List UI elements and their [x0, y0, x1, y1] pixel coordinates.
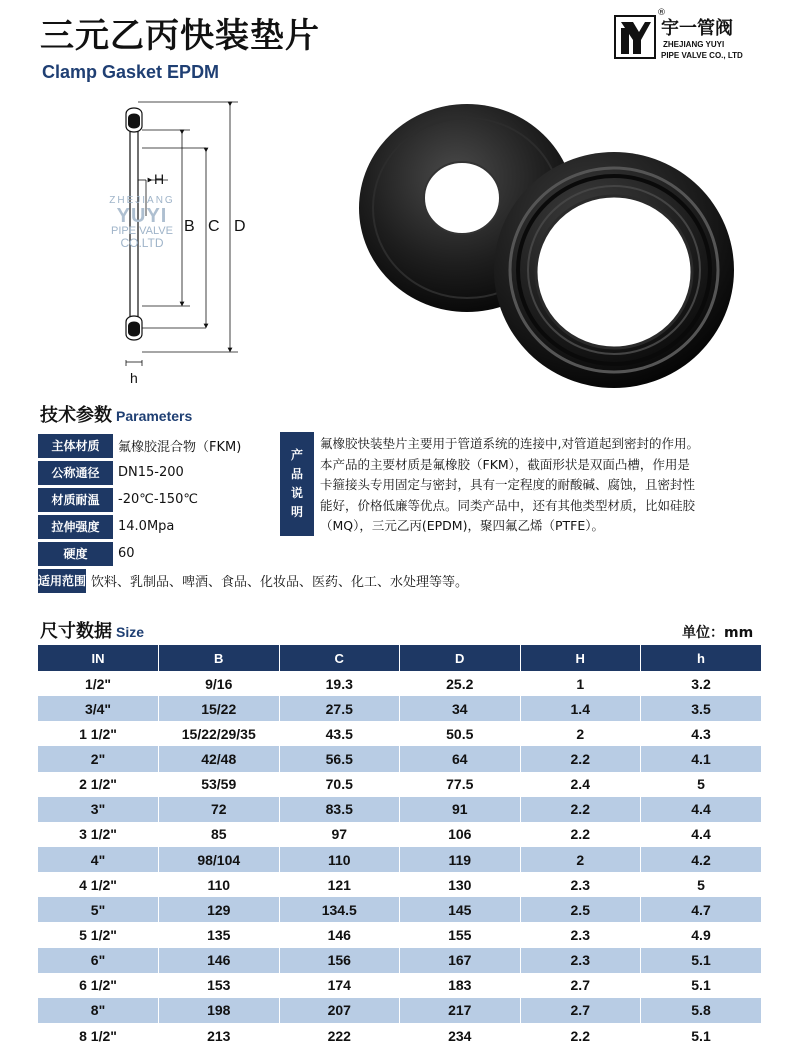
diagram-watermark [107, 196, 177, 249]
watermark-line3: PIPE VALVE [111, 225, 173, 237]
description-line: 能好，价格低廉等优点。同类产品中，还有其他类型材质，比如硅胶 [320, 497, 696, 513]
table-cell: 4.2 [641, 847, 762, 872]
table-cell: 9/16 [159, 671, 280, 696]
table-cell: 213 [159, 1023, 280, 1048]
table-cell: 5 1/2" [38, 922, 159, 947]
table-cell: 2 [520, 847, 641, 872]
column-header: D [400, 645, 521, 671]
table-cell: 2" [38, 746, 159, 771]
table-cell: 6" [38, 948, 159, 973]
table-cell: 121 [279, 872, 400, 897]
product-photo [352, 90, 772, 390]
column-header: h [641, 645, 762, 671]
column-header: B [159, 645, 280, 671]
table-cell: 167 [400, 948, 521, 973]
table-row [38, 746, 761, 771]
table-cell: 15/22/29/35 [159, 721, 280, 746]
logo-name-en-line1: ZHEJIANG YUYI [663, 40, 725, 49]
param-value: 14.0Mpa [118, 519, 175, 534]
table-cell: 2.7 [520, 998, 641, 1023]
table-cell: 156 [279, 948, 400, 973]
table-cell: 34 [400, 696, 521, 721]
param-row-hardness [38, 540, 288, 567]
table-row [38, 696, 761, 721]
dim-label-C: C [208, 218, 220, 235]
table-cell: 53/59 [159, 772, 280, 797]
table-cell: 8" [38, 998, 159, 1023]
table-cell: 70.5 [279, 772, 400, 797]
table-row [38, 922, 761, 947]
table-cell: 8 1/2" [38, 1023, 159, 1048]
logo-name-en-line2: PIPE VALVE CO., LTD [661, 51, 743, 60]
dim-label-B: B [184, 218, 195, 235]
table-cell: 2.3 [520, 872, 641, 897]
table-cell: 1/2" [38, 671, 159, 696]
param-row-nominal-size [38, 459, 288, 486]
table-cell: 3 1/2" [38, 822, 159, 847]
table-cell: 106 [400, 822, 521, 847]
param-value: DN15-200 [118, 465, 184, 480]
table-cell: 4.4 [641, 797, 762, 822]
param-row-material [38, 432, 288, 459]
param-row-tensile-strength [38, 513, 288, 540]
table-cell: 183 [400, 973, 521, 998]
table-cell: 222 [279, 1023, 400, 1048]
watermark-line4: CO.LTD [120, 236, 164, 250]
table-cell: 1 [520, 671, 641, 696]
unit-label: 单位：mm [682, 625, 754, 641]
table-cell: 3.2 [641, 671, 762, 696]
size-section-title [40, 617, 144, 643]
size-table [38, 645, 761, 1048]
table-cell: 2.2 [520, 797, 641, 822]
description-line: 氟橡胶快装垫片主要用于管道系统的连接中,对管道起到密封的作用。 [320, 436, 699, 451]
logo-mark-icon [613, 14, 657, 60]
table-cell: 6 1/2" [38, 973, 159, 998]
size-title-cn: 尺寸数据 [40, 621, 112, 642]
table-cell: 64 [400, 746, 521, 771]
table-cell: 2.2 [520, 822, 641, 847]
table-cell: 19.3 [279, 671, 400, 696]
params-section-title [40, 401, 192, 427]
table-cell: 217 [400, 998, 521, 1023]
dim-label-H: H [154, 171, 165, 187]
table-cell: 5.1 [641, 948, 762, 973]
table-cell: 119 [400, 847, 521, 872]
table-row [38, 772, 761, 797]
table-cell: 4.3 [641, 721, 762, 746]
table-cell: 110 [279, 847, 400, 872]
logo-registered-mark: ® [657, 8, 666, 18]
table-cell: 4 1/2" [38, 872, 159, 897]
table-cell: 72 [159, 797, 280, 822]
table-cell: 2.5 [520, 897, 641, 922]
table-cell: 4" [38, 847, 159, 872]
table-row [38, 822, 761, 847]
table-cell: 2.7 [520, 973, 641, 998]
description-text [320, 434, 760, 537]
table-cell: 5 [641, 872, 762, 897]
description-line: （MQ），三元乙丙(EPDM)，聚四氟乙烯（PTFE）。 [320, 518, 604, 533]
table-cell: 174 [279, 973, 400, 998]
table-cell: 234 [400, 1023, 521, 1048]
column-header: H [520, 645, 641, 671]
description-label-char: 说 [290, 486, 303, 500]
table-cell: 77.5 [400, 772, 521, 797]
size-title-en: Size [116, 624, 145, 640]
table-row [38, 797, 761, 822]
table-cell: 15/22 [159, 696, 280, 721]
watermark-line2: YUYI [116, 205, 168, 227]
description-line: 本产品的主要材质是氟橡胶（FKM），截面形状是双面凸槽，作用是 [320, 456, 690, 472]
table-cell: 2 1/2" [38, 772, 159, 797]
dim-label-h: h [130, 370, 138, 386]
table-cell: 4.9 [641, 922, 762, 947]
table-cell: 85 [159, 822, 280, 847]
table-cell: 207 [279, 998, 400, 1023]
table-cell: 2 [520, 721, 641, 746]
param-value: 氟橡胶混合物（FKM) [118, 440, 242, 455]
logo-name-cn: 宇一管阀 [661, 18, 733, 39]
param-value: 60 [118, 546, 135, 561]
param-label: 主体材质 [38, 434, 113, 458]
table-row [38, 847, 761, 872]
table-row [38, 948, 761, 973]
param-label: 拉伸强度 [38, 515, 113, 539]
table-cell: 135 [159, 922, 280, 947]
page-subtitle: Clamp Gasket EPDM [42, 62, 220, 82]
table-cell: 2.2 [520, 1023, 641, 1048]
table-cell: 3" [38, 797, 159, 822]
table-cell: 5" [38, 897, 159, 922]
table-cell: 145 [400, 897, 521, 922]
param-label: 公称通径 [38, 461, 113, 485]
table-cell: 146 [159, 948, 280, 973]
column-header: IN [38, 645, 159, 671]
table-cell: 43.5 [279, 721, 400, 746]
table-cell: 134.5 [279, 897, 400, 922]
param-row-application [38, 567, 469, 594]
table-cell: 2.3 [520, 948, 641, 973]
table-cell: 98/104 [159, 847, 280, 872]
table-cell: 3.5 [641, 696, 762, 721]
table-cell: 83.5 [279, 797, 400, 822]
dim-label-D: D [234, 218, 246, 235]
table-row [38, 671, 761, 696]
param-label: 材质耐温 [38, 488, 113, 512]
table-row [38, 721, 761, 746]
table-cell: 155 [400, 922, 521, 947]
param-label: 适用范围 [38, 569, 86, 593]
params-title-cn: 技术参数 [40, 405, 112, 426]
description-label [280, 432, 314, 536]
table-cell: 91 [400, 797, 521, 822]
table-cell: 198 [159, 998, 280, 1023]
table-row [38, 897, 761, 922]
company-logo [613, 8, 763, 62]
table-cell: 5.8 [641, 998, 762, 1023]
params-title-en: Parameters [116, 408, 193, 424]
table-cell: 130 [400, 872, 521, 897]
param-row-temperature [38, 486, 288, 513]
table-cell: 2.3 [520, 922, 641, 947]
table-cell: 110 [159, 872, 280, 897]
param-label: 硬度 [38, 542, 113, 566]
table-cell: 42/48 [159, 746, 280, 771]
param-value: 饮料、乳制品、啤酒、食品、化妆品、医药、化工、水处理等等。 [91, 575, 469, 590]
table-cell: 2.4 [520, 772, 641, 797]
table-row [38, 998, 761, 1023]
param-value: -20℃-150℃ [118, 492, 198, 507]
table-cell: 4.1 [641, 746, 762, 771]
page-title: 三元乙丙快装垫片 [40, 16, 320, 56]
table-cell: 5.1 [641, 973, 762, 998]
table-cell: 3/4" [38, 696, 159, 721]
table-cell: 97 [279, 822, 400, 847]
table-cell: 5.1 [641, 1023, 762, 1048]
table-cell: 1.4 [520, 696, 641, 721]
table-cell: 5 [641, 772, 762, 797]
table-cell: 4.7 [641, 897, 762, 922]
table-cell: 153 [159, 973, 280, 998]
column-header: C [279, 645, 400, 671]
table-cell: 27.5 [279, 696, 400, 721]
watermark-line1: ZHEJIANG [109, 195, 175, 206]
table-cell: 25.2 [400, 671, 521, 696]
table-row [38, 1023, 761, 1048]
table-row [38, 872, 761, 897]
table-cell: 2.2 [520, 746, 641, 771]
table-cell: 50.5 [400, 721, 521, 746]
table-row [38, 973, 761, 998]
gasket-front-icon [494, 152, 734, 388]
table-cell: 129 [159, 897, 280, 922]
table-cell: 146 [279, 922, 400, 947]
table-cell: 1 1/2" [38, 721, 159, 746]
description-label-char: 明 [290, 505, 303, 519]
table-cell: 4.4 [641, 822, 762, 847]
description-line: 卡箍接头专用固定与密封，具有一定程度的耐酸碱、腐蚀，且密封性 [320, 477, 696, 492]
description-label-char: 产 [290, 448, 303, 462]
size-table-header [38, 645, 761, 671]
description-label-char: 品 [290, 467, 303, 481]
table-cell: 56.5 [279, 746, 400, 771]
